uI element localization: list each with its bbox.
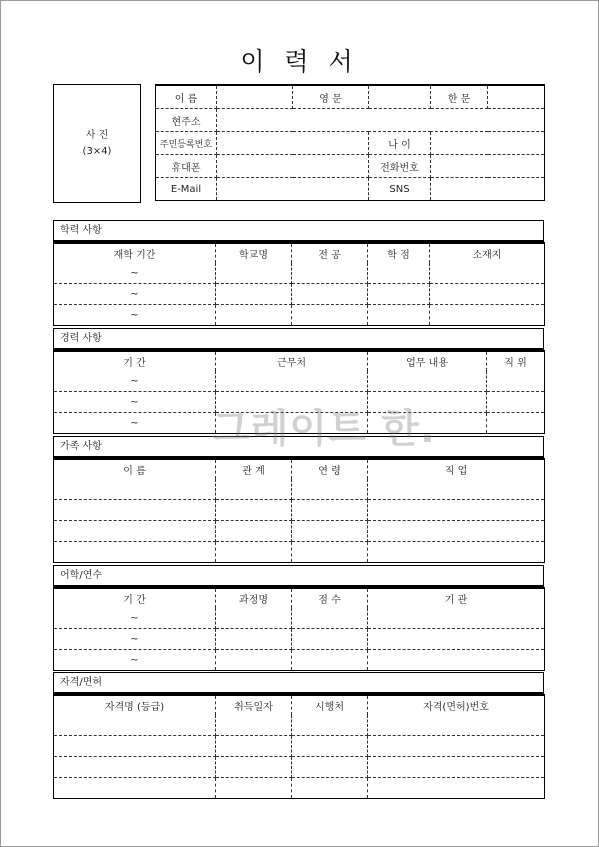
license-cell[interactable] xyxy=(216,736,292,757)
language-cell[interactable]: ~ xyxy=(54,629,216,650)
family-cell[interactable] xyxy=(54,542,216,563)
watermark: 그레이트 한. xyxy=(212,407,436,452)
page-title: 이 력 서 xyxy=(240,47,359,76)
license-cell[interactable] xyxy=(54,757,216,778)
rrn-field[interactable] xyxy=(217,132,369,155)
address-field[interactable] xyxy=(217,109,545,132)
education-cell[interactable] xyxy=(292,263,368,284)
license-row xyxy=(54,757,545,778)
family-header: 관 계 xyxy=(216,459,292,479)
family-row xyxy=(54,479,545,500)
career-cell[interactable] xyxy=(487,413,545,434)
family-cell[interactable] xyxy=(368,521,545,542)
education-header: 학 점 xyxy=(368,243,430,263)
education-cell[interactable] xyxy=(368,284,430,305)
license-table xyxy=(53,694,545,799)
license-cell[interactable] xyxy=(216,778,292,799)
hanja-label: 한 문 xyxy=(431,85,488,109)
family-cell[interactable] xyxy=(54,521,216,542)
language-row xyxy=(54,608,545,629)
phone-label: 전화번호 xyxy=(369,155,431,178)
email-field[interactable] xyxy=(217,178,369,201)
license-cell[interactable] xyxy=(216,715,292,736)
family-row xyxy=(54,542,545,563)
name-field[interactable] xyxy=(217,85,293,109)
career-header: 근무처 xyxy=(216,351,368,371)
personal-info-table xyxy=(155,84,545,201)
education-header: 전 공 xyxy=(292,243,368,263)
education-cell[interactable] xyxy=(368,263,430,284)
language-cell[interactable]: ~ xyxy=(54,608,216,629)
rrn-label: 주민등록번호 xyxy=(156,132,217,155)
career-cell[interactable] xyxy=(487,371,545,392)
phone-field[interactable] xyxy=(431,155,545,178)
family-cell[interactable] xyxy=(216,479,292,500)
education-header: 소재지 xyxy=(472,250,502,261)
career-section-title: 경력 사항 xyxy=(53,328,544,350)
education-cell[interactable] xyxy=(430,305,545,326)
license-row xyxy=(54,736,545,757)
english-label: 영 문 xyxy=(293,85,369,109)
hanja-field[interactable] xyxy=(488,85,545,109)
english-field[interactable] xyxy=(369,85,431,109)
language-cell[interactable] xyxy=(292,608,368,629)
education-cell[interactable] xyxy=(292,305,368,326)
education-cell[interactable]: ~ xyxy=(54,263,216,284)
family-cell[interactable] xyxy=(368,479,545,500)
family-header: 직 업 xyxy=(444,466,468,477)
license-header: 시행처 xyxy=(292,695,368,715)
sns-field[interactable] xyxy=(431,178,545,201)
education-cell[interactable] xyxy=(216,263,292,284)
language-table xyxy=(53,587,545,671)
career-header: 기 간 xyxy=(54,351,216,371)
career-cell[interactable] xyxy=(487,392,545,413)
license-cell[interactable] xyxy=(368,757,545,778)
license-cell[interactable] xyxy=(54,778,216,799)
license-cell[interactable] xyxy=(368,778,545,799)
family-header: 이 름 xyxy=(54,459,216,479)
education-cell[interactable] xyxy=(430,284,545,305)
family-cell[interactable] xyxy=(54,479,216,500)
language-cell[interactable] xyxy=(368,650,545,671)
language-row xyxy=(54,629,545,650)
language-header: 과정명 xyxy=(216,588,292,608)
career-row xyxy=(54,371,545,392)
photo-label: 사 진 xyxy=(85,129,109,141)
language-cell[interactable] xyxy=(368,629,545,650)
education-table xyxy=(53,242,545,326)
language-cell[interactable] xyxy=(216,629,292,650)
family-cell[interactable] xyxy=(292,500,368,521)
family-row xyxy=(54,521,545,542)
mobile-label: 휴대폰 xyxy=(156,155,217,178)
license-section-title: 자격/면허 xyxy=(53,672,544,694)
family-cell[interactable] xyxy=(216,500,292,521)
email-label: E-Mail xyxy=(156,178,217,201)
education-cell[interactable] xyxy=(292,284,368,305)
family-header: 연 령 xyxy=(292,459,368,479)
career-cell[interactable]: ~ xyxy=(54,413,216,434)
language-cell[interactable] xyxy=(292,650,368,671)
education-cell[interactable] xyxy=(216,305,292,326)
license-cell[interactable] xyxy=(292,757,368,778)
education-cell[interactable] xyxy=(216,284,292,305)
education-cell[interactable]: ~ xyxy=(54,305,216,326)
language-cell[interactable] xyxy=(292,629,368,650)
education-cell[interactable] xyxy=(368,305,430,326)
career-cell[interactable] xyxy=(368,371,487,392)
family-cell[interactable] xyxy=(216,542,292,563)
license-cell[interactable] xyxy=(292,736,368,757)
language-header: 기 관 xyxy=(444,595,468,606)
family-row xyxy=(54,500,545,521)
family-cell[interactable] xyxy=(216,521,292,542)
career-header: 업무 내용 xyxy=(368,351,487,371)
family-cell[interactable] xyxy=(292,479,368,500)
education-header: 재학 기간 xyxy=(54,243,216,263)
education-row xyxy=(54,263,545,284)
license-cell[interactable] xyxy=(216,757,292,778)
career-header: 직 위 xyxy=(504,358,527,369)
language-cell[interactable]: ~ xyxy=(54,650,216,671)
photo-box[interactable] xyxy=(53,84,141,203)
career-cell[interactable]: ~ xyxy=(54,371,216,392)
license-cell[interactable] xyxy=(292,715,368,736)
family-cell[interactable] xyxy=(368,500,545,521)
education-cell[interactable]: ~ xyxy=(54,284,216,305)
family-cell[interactable] xyxy=(292,521,368,542)
sns-label: SNS xyxy=(369,178,431,201)
license-header: 자격(면허)번호 xyxy=(423,702,489,713)
family-section-title: 가족 사항 xyxy=(53,436,544,458)
language-cell[interactable] xyxy=(368,608,545,629)
career-cell[interactable]: ~ xyxy=(54,392,216,413)
age-label: 나 이 xyxy=(369,132,431,155)
license-cell[interactable] xyxy=(368,715,545,736)
license-row xyxy=(54,715,545,736)
language-header: 기 간 xyxy=(54,588,216,608)
license-header: 취득일자 xyxy=(216,695,292,715)
education-cell[interactable] xyxy=(430,263,545,284)
license-row xyxy=(54,778,545,799)
family-cell[interactable] xyxy=(292,542,368,563)
language-header: 점 수 xyxy=(292,588,368,608)
photo-size: (3×4) xyxy=(82,145,112,157)
education-row xyxy=(54,305,545,326)
language-row xyxy=(54,650,545,671)
family-cell[interactable] xyxy=(54,500,216,521)
license-cell[interactable] xyxy=(54,715,216,736)
education-section-title: 학력 사항 xyxy=(53,220,544,242)
education-header: 학교명 xyxy=(216,243,292,263)
mobile-field[interactable] xyxy=(217,155,369,178)
education-row xyxy=(54,284,545,305)
language-cell[interactable] xyxy=(216,608,292,629)
name-label: 이 름 xyxy=(156,85,217,109)
language-section-title: 어학/연수 xyxy=(53,565,544,587)
family-table xyxy=(53,458,545,563)
license-cell[interactable] xyxy=(368,736,545,757)
career-cell[interactable] xyxy=(216,371,368,392)
address-label: 현주소 xyxy=(156,109,217,132)
language-cell[interactable] xyxy=(216,650,292,671)
family-cell[interactable] xyxy=(368,542,545,563)
age-field[interactable] xyxy=(431,132,545,155)
license-header: 자격명 (등급) xyxy=(54,695,216,715)
license-cell[interactable] xyxy=(54,736,216,757)
license-cell[interactable] xyxy=(292,778,368,799)
